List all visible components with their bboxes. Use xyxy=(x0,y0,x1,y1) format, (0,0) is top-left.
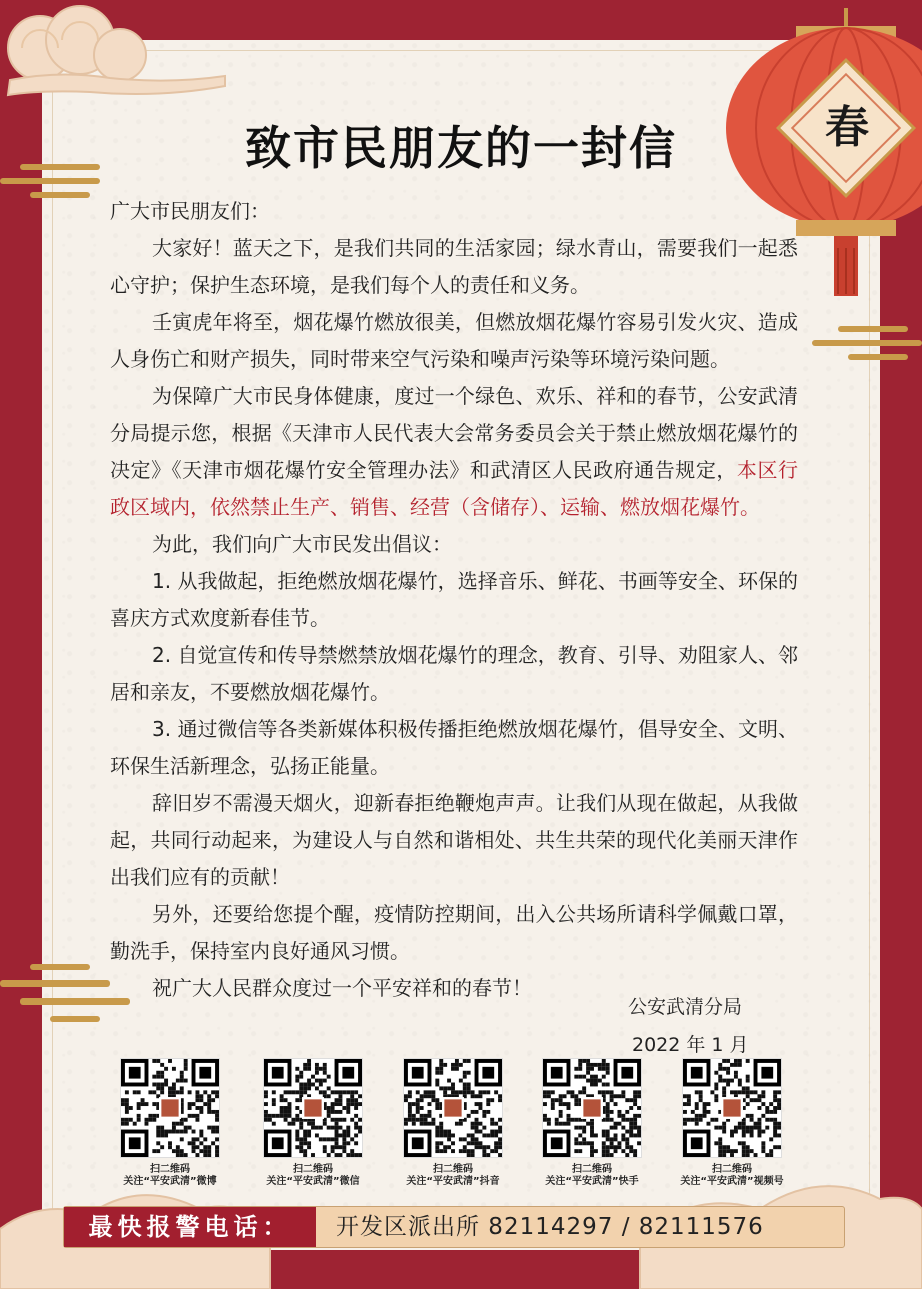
qr-pattern xyxy=(264,1059,362,1157)
qr-caption-line1: 扫二维码 xyxy=(433,1164,473,1175)
qr-code-image xyxy=(120,1058,220,1158)
paragraph-10: 祝广大人民群众度过一个平安祥和的春节！ xyxy=(152,976,532,1000)
qr-weibo[interactable] xyxy=(100,1058,240,1188)
letter-body xyxy=(110,193,798,1007)
qr-pattern xyxy=(121,1059,219,1157)
paragraph-5: 1. 从我做起，拒绝燃放烟花爆竹，选择音乐、鲜花、书画等安全、环保的喜庆方式欢度新春佳节。 xyxy=(110,569,798,630)
qr-pattern xyxy=(683,1059,781,1157)
signature-org: 公安武清分局 xyxy=(628,996,743,1018)
hotline-number[interactable]: 开发区派出所 82114297 / 82111576 xyxy=(336,1214,764,1240)
gold-stripes-right xyxy=(808,322,922,372)
qr-code-image xyxy=(682,1058,782,1158)
qr-wechat[interactable] xyxy=(243,1058,383,1188)
hotline-label: 最快报警电话： xyxy=(64,1207,316,1247)
qr-code-row xyxy=(100,1058,820,1188)
paragraph-2: 壬寅虎年将至，烟花爆竹燃放很美，但燃放烟花爆竹容易引发火灾、造成人身伤亡和财产损失，同时带来空气污染和噪声污染等环境污染问题。 xyxy=(110,310,798,371)
signature xyxy=(620,988,780,1064)
page-title: 致市民朋友的一封信 xyxy=(245,121,677,175)
qr-caption-line1: 扫二维码 xyxy=(712,1164,752,1175)
qr-logo xyxy=(722,1098,742,1118)
paragraph-8: 辞旧岁不需漫天烟火，迎新春拒绝鞭炮声声。让我们从现在做起，从我做起，共同行动起来，为建设人与自然和谐相处、共生共荣的现代化美丽天津作出我们应有的贡献！ xyxy=(110,791,798,889)
hotline-bar xyxy=(63,1206,845,1248)
signature-date: 2022 年 1 月 xyxy=(632,1034,749,1056)
cloud-decoration xyxy=(0,0,230,110)
qr-video-channel[interactable] xyxy=(662,1058,802,1188)
qr-caption-line2: 关注“平安武清”视频号 xyxy=(680,1176,784,1187)
paragraph-6: 2. 自觉宣传和传导禁燃禁放烟花爆竹的理念，教育、引导、劝阻家人、邻居和亲友，不要燃放烟花爆竹。 xyxy=(110,643,798,704)
qr-caption-line1: 扫二维码 xyxy=(293,1164,333,1175)
qr-pattern xyxy=(543,1059,641,1157)
qr-logo xyxy=(443,1098,463,1118)
qr-kuaishou[interactable] xyxy=(522,1058,662,1188)
qr-caption-line1: 扫二维码 xyxy=(572,1164,612,1175)
qr-caption-line2: 关注“平安武清”微博 xyxy=(123,1176,217,1187)
paragraph-1: 大家好！蓝天之下，是我们共同的生活家园；绿水青山，需要我们一起悉心守护；保护生态环境，是我们每个人的责任和义务。 xyxy=(110,236,798,297)
qr-code-image xyxy=(403,1058,503,1158)
qr-caption-line2: 关注“平安武清”微信 xyxy=(266,1176,360,1187)
paragraph-3 xyxy=(110,378,798,526)
paragraph-4: 为此，我们向广大市民发出倡议： xyxy=(152,532,452,556)
greeting: 广大市民朋友们： xyxy=(110,199,270,223)
qr-caption-line2: 关注“平安武清”快手 xyxy=(545,1176,639,1187)
qr-caption-line2: 关注“平安武清”抖音 xyxy=(406,1176,500,1187)
qr-pattern xyxy=(404,1059,502,1157)
qr-code-image xyxy=(542,1058,642,1158)
qr-caption-line1: 扫二维码 xyxy=(150,1164,190,1175)
qr-logo xyxy=(303,1098,323,1118)
lantern-character: 春 xyxy=(825,102,869,153)
qr-logo xyxy=(160,1098,180,1118)
paragraph-9: 另外，还要给您提个醒，疫情防控期间，出入公共场所请科学佩戴口罩，勤洗手，保持室内良好通风习惯。 xyxy=(110,902,798,963)
qr-logo xyxy=(582,1098,602,1118)
paragraph-7: 3. 通过微信等各类新媒体积极传播拒绝燃放烟花爆竹，倡导安全、文明、环保生活新理念，弘扬正能量。 xyxy=(110,717,798,778)
qr-code-image xyxy=(263,1058,363,1158)
paragraph-3-highlight: 本区行政区域内，依然禁止生产、销售、经营（含储存）、运输、燃放烟花爆竹。 xyxy=(110,458,799,519)
paragraph-3-text: 为保障广大市民身体健康，度过一个绿色、欢乐、祥和的春节，公安武清分局提示您，根据《天津市人民代表大会常务委员会关于禁止燃放烟花爆竹的决定》《天津市烟花爆竹安全管理办法》和武清区人民政府通告规定， xyxy=(110,384,798,482)
qr-douyin[interactable] xyxy=(383,1058,523,1188)
